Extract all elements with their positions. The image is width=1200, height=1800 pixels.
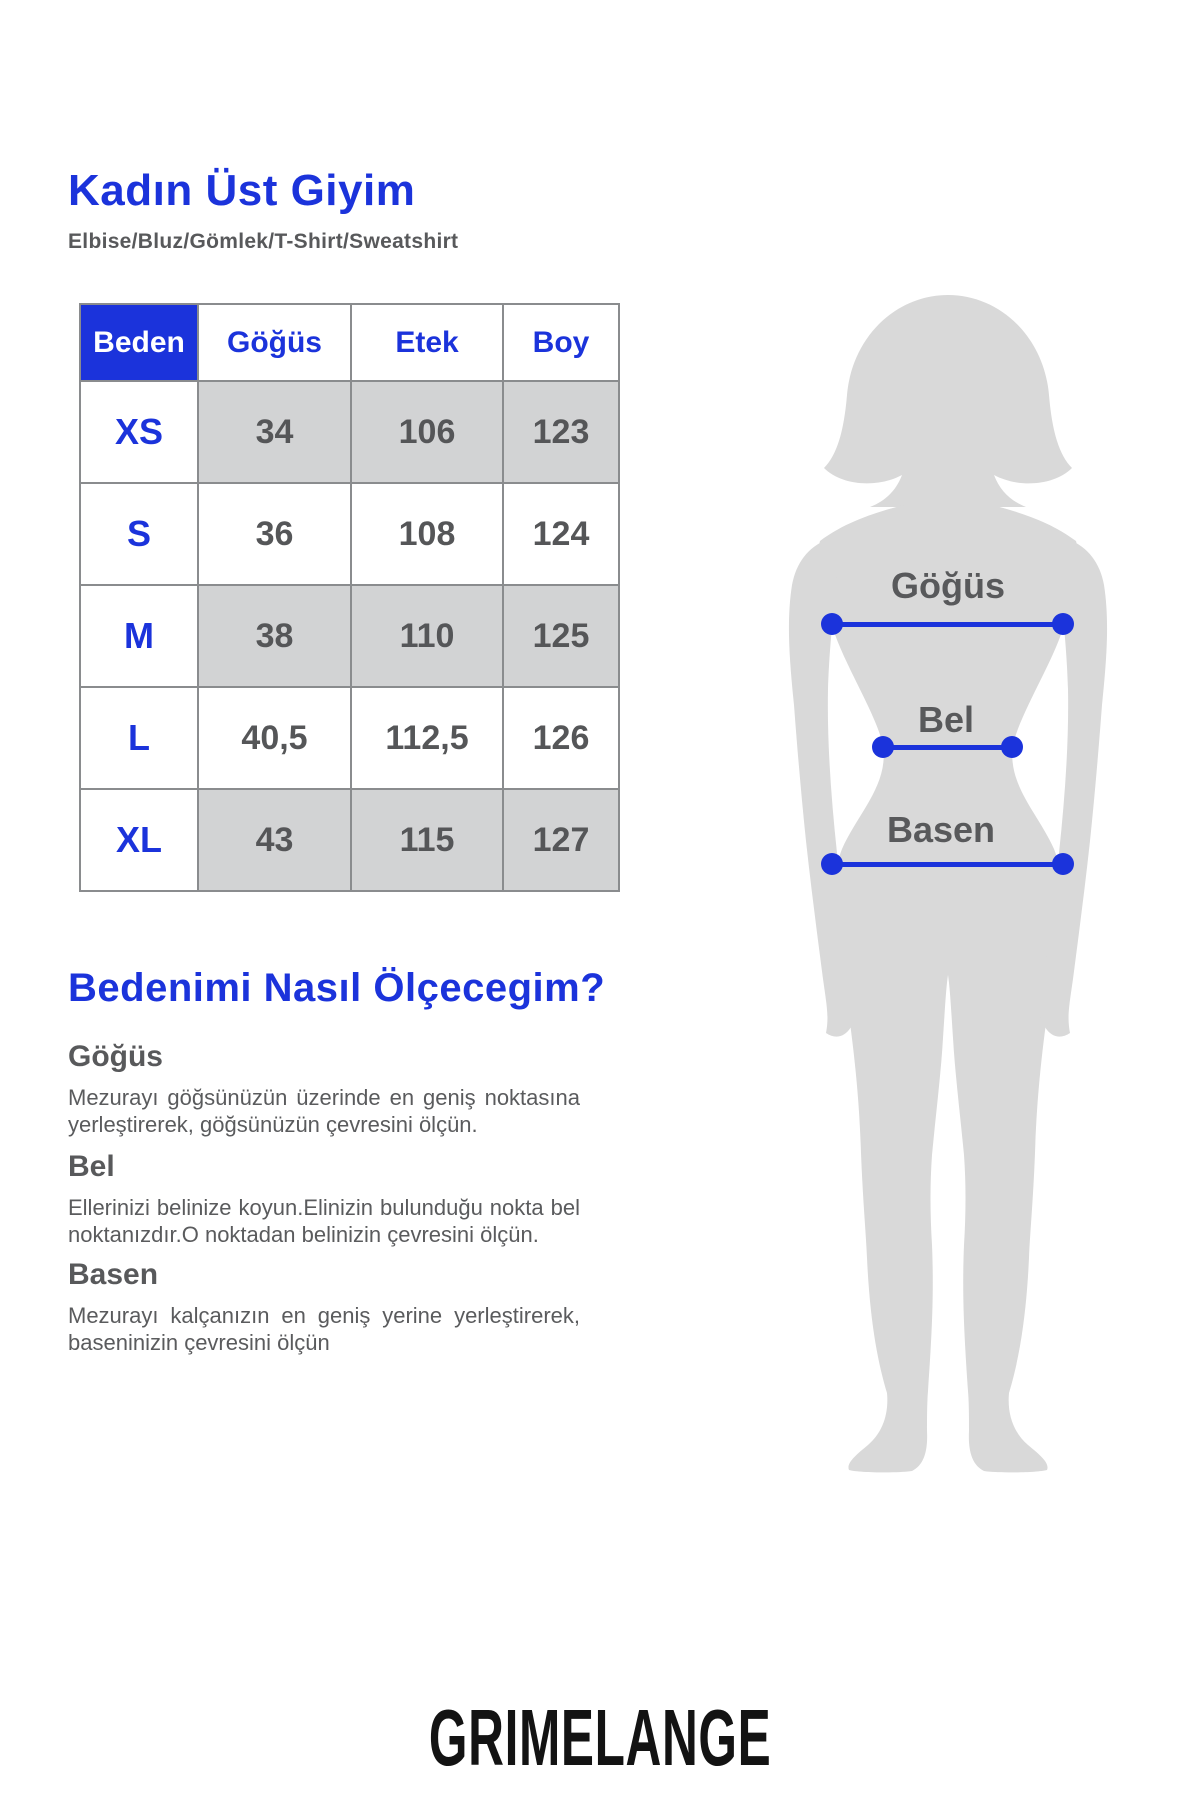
measure-line-bel (883, 745, 1012, 750)
header-boy: Boy (503, 304, 619, 381)
size-table (79, 303, 620, 892)
table-row-s (80, 483, 619, 585)
brand-logo (0, 1692, 1200, 1784)
woman-silhouette (680, 293, 1120, 1473)
line-endpoint-dot (872, 736, 894, 758)
measure-line-basen (832, 862, 1063, 867)
value-cell: 108 (351, 483, 503, 585)
guide-section-title-bel: Bel (68, 1150, 115, 1183)
line-endpoint-dot (821, 853, 843, 875)
size-label: XS (80, 381, 198, 483)
measure-label-bel: Bel (917, 699, 975, 740)
measure-line-gogus (832, 622, 1063, 627)
value-cell: 43 (198, 789, 351, 891)
measure-label-basen: Basen (886, 809, 996, 850)
page-title: Kadın Üst Giyim (68, 166, 416, 215)
header-beden: Beden (80, 304, 198, 381)
size-label: L (80, 687, 198, 789)
measure-label-gogus: Göğüs (891, 565, 1005, 606)
value-cell: 110 (351, 585, 503, 687)
table-row-m (80, 585, 619, 687)
value-cell: 127 (503, 789, 619, 891)
guide-section-title-basen: Basen (68, 1258, 159, 1291)
value-cell: 40,5 (198, 687, 351, 789)
silhouette-body (819, 501, 1078, 1472)
guide-heading: Bedenimi Nasıl Ölçecegim? (68, 966, 606, 1010)
line-endpoint-dot (1001, 736, 1023, 758)
value-cell: 112,5 (351, 687, 503, 789)
value-cell: 106 (351, 381, 503, 483)
table-row-xl (80, 789, 619, 891)
value-cell: 125 (503, 585, 619, 687)
line-endpoint-dot (1052, 613, 1074, 635)
header-gogus: Göğüs (198, 304, 351, 381)
value-cell: 115 (351, 789, 503, 891)
value-cell: 34 (198, 381, 351, 483)
guide-section-text-bel: Ellerinizi belinize koyun.Elinizin bulunduğu nokta bel noktanızdır.O noktadan belinizin çevresini ölçün. (68, 1195, 580, 1247)
size-label: M (80, 585, 198, 687)
header-etek: Etek (351, 304, 503, 381)
table-row-xs (80, 381, 619, 483)
guide-section-text-basen: Mezurayı kalçanızın en geniş yerine yerleştirerek, baseninizin çevresini ölçün (68, 1303, 580, 1355)
brand-logo-text: GRIMELANGE (428, 1693, 772, 1782)
table-row-l (80, 687, 619, 789)
value-cell: 126 (503, 687, 619, 789)
value-cell: 38 (198, 585, 351, 687)
size-label: XL (80, 789, 198, 891)
line-endpoint-dot (821, 613, 843, 635)
value-cell: 36 (198, 483, 351, 585)
page-subtitle: Elbise/Bluz/Gömlek/T-Shirt/Sweatshirt (68, 230, 459, 253)
size-label: S (80, 483, 198, 585)
value-cell: 123 (503, 381, 619, 483)
line-endpoint-dot (1052, 853, 1074, 875)
value-cell: 124 (503, 483, 619, 585)
table-header-row (80, 304, 619, 381)
guide-section-title-gogus: Göğüs (68, 1040, 163, 1073)
guide-section-text-gogus: Mezurayı göğsünüzün üzerinde en geniş noktasına yerleştirerek, göğsünüzün çevresini ölçün. (68, 1085, 580, 1137)
